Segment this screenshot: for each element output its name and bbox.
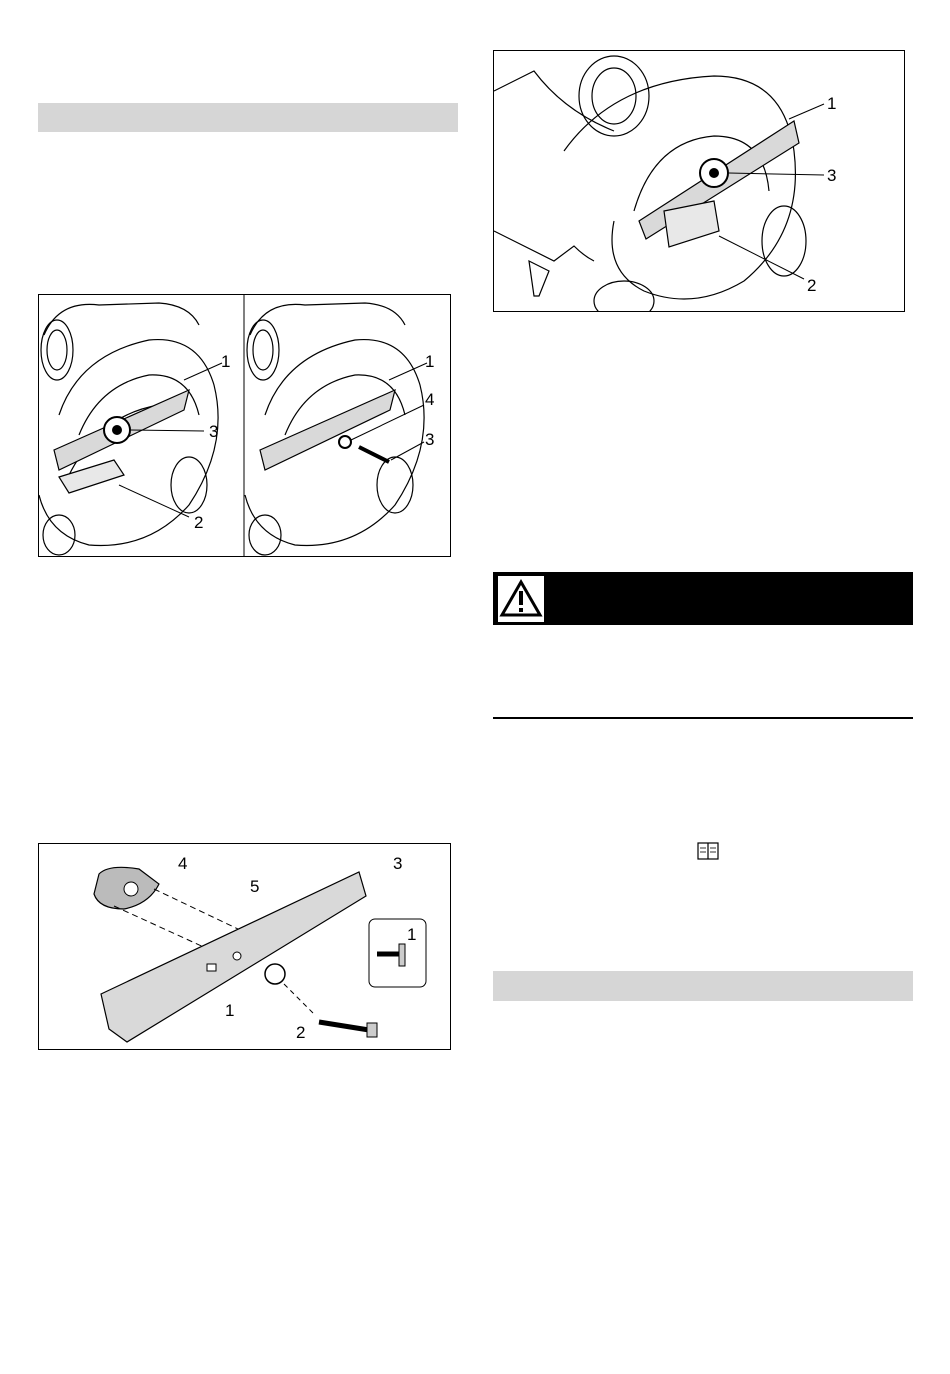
blade-right [260,390,395,470]
book-icon [697,842,719,860]
callout-1-b: 1 [425,352,435,371]
figure-blade-assembly [38,843,451,1050]
warning-triangle-icon [498,576,544,622]
section-heading-bar-right [493,971,913,1001]
callout-1-blade: 1 [225,1001,235,1020]
callout-1-a: 1 [221,352,231,371]
mower-illustration [494,56,806,311]
washer [339,436,351,448]
section-heading-bar-left [38,103,458,132]
bolt [359,447,389,462]
callout-1-right: 1 [827,94,837,113]
warning-rule [493,717,913,719]
callout-3-right: 3 [827,166,837,185]
warning-icon-box [498,576,544,622]
callout-4-b: 4 [425,390,435,409]
callout-4-blade: 4 [178,854,188,873]
figure-blade-removal-svg [39,295,450,556]
serrated-washer [265,964,285,984]
callout-3-a: 3 [209,422,219,441]
callout-1-blade-inset: 1 [407,925,417,944]
callout-2-a: 2 [194,513,204,532]
callout-2-blade: 2 [296,1023,306,1042]
figure-blade-installed-svg [494,51,904,311]
blade-bolt [319,1022,369,1030]
callout-3-blade: 3 [393,854,403,873]
figure-blade-installed [493,50,905,312]
callout-5-blade: 5 [250,877,260,896]
callout-2-right: 2 [807,276,817,295]
warning-banner [493,572,913,625]
callout-3-b: 3 [425,430,435,449]
figure-blade-assembly-svg [39,844,450,1049]
figure-blade-removal [38,294,451,557]
